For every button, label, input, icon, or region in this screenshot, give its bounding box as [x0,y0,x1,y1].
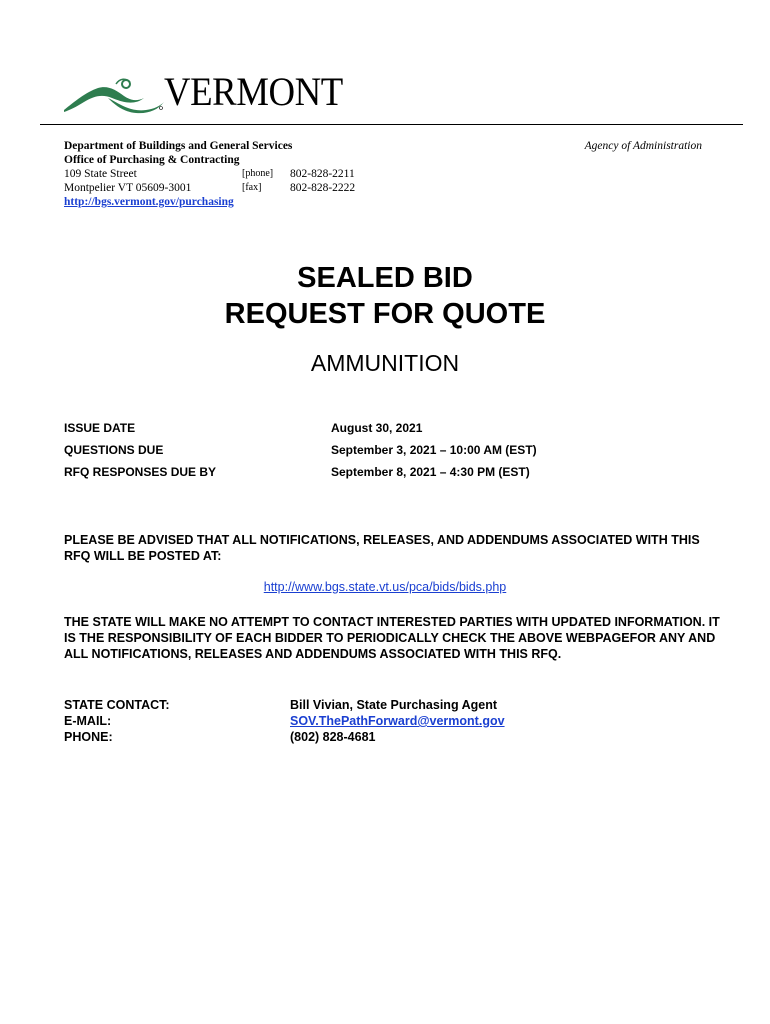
contact-label: STATE CONTACT: [64,698,170,712]
title-request-for-quote: REQUEST FOR QUOTE [224,298,546,330]
header-divider [40,124,743,125]
department-block [64,139,355,209]
phone-key: [phone] [242,168,274,179]
logo-wordmark: VERMONT [164,69,343,114]
notice-paragraph: THE STATE WILL MAKE NO ATTEMPT TO CONTACT INTERESTED PARTIES WITH UPDATED INFORMATION. IT IS THE RESPONSIBILITY OF EACH BIDDER TO PERIODICALLY CHECK THE ABOVE WEBPAGEFOR ANY AND ALL NOTIFICATIONS, RELEASES AND ADDENDUMS ASSOCIATED WITH THIS RFQ. [64,615,720,661]
fax-number: 802-828-2222 [290,182,356,194]
bids-page-link[interactable]: http://www.bgs.state.vt.us/pca/bids/bids.php [263,580,507,594]
address-row-2 [64,181,355,195]
fax-key: [fax] [242,182,262,193]
title-sealed-bid: SEALED BID [297,262,473,294]
department-name: Department of Buildings and General Services [64,140,293,152]
date-label: QUESTIONS DUE [64,443,164,457]
agency-name: Agency of Administration [584,140,702,152]
title-subject: AMMUNITION [310,350,460,376]
vermont-logo [64,70,344,115]
date-label: RFQ RESPONSES DUE BY [64,465,217,479]
date-label: ISSUE DATE [64,421,136,435]
contact-phone: (802) 828-4681 [290,730,376,744]
address-row-1 [64,167,355,181]
phone-number: 802-828-2211 [290,168,355,180]
email-link[interactable]: SOV.ThePathForward@vermont.gov [290,714,505,728]
office-name: Office of Purchasing & Contracting [64,154,240,166]
vermont-mountain-icon [64,72,168,114]
city-address: Montpelier VT 05609-3001 [64,182,192,194]
date-value: September 3, 2021 – 10:00 AM (EST) [331,443,537,457]
purchasing-website-link[interactable]: http://bgs.vermont.gov/purchasing [64,196,234,208]
bids-link-row [0,580,770,594]
email-label: E-MAIL: [64,714,112,728]
date-value: August 30, 2021 [331,421,423,435]
date-value: September 8, 2021 – 4:30 PM (EST) [331,465,530,479]
street-address: 109 State Street [64,168,137,180]
phone-label: PHONE: [64,730,113,744]
advisory-paragraph: PLEASE BE ADVISED THAT ALL NOTIFICATIONS, RELEASES, AND ADDENDUMS ASSOCIATED WITH THIS RFQ WILL BE POSTED AT: [64,533,700,563]
contact-name: Bill Vivian, State Purchasing Agent [290,698,497,712]
